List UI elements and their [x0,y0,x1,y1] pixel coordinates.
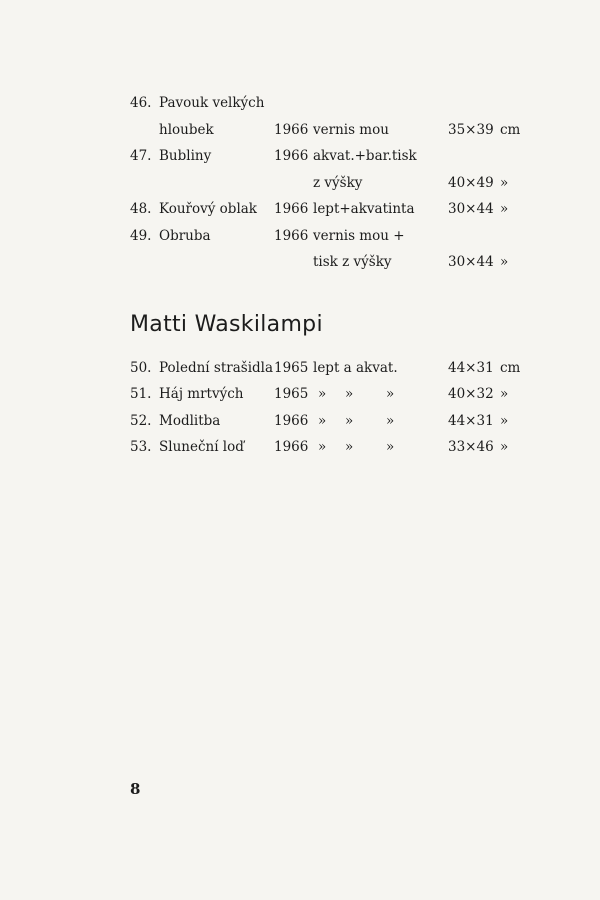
entry-size: 44×31 [448,412,494,429]
entry-unit: » [500,201,509,217]
entry-year: 1966 [274,438,309,455]
entry-size: 35×39 [448,121,494,138]
entry-title: Háj mrtvých [159,386,244,403]
entry-year: 1966 [274,201,309,217]
entry-tech: z výšky [313,174,363,191]
entry-size: 44×31 [448,360,494,376]
entry-title: Modlitba [159,412,221,429]
entry-size: 30×44 [448,201,494,217]
entry-size: 30×44 [448,254,494,270]
entry-tech: lept a akvat. [313,360,398,376]
entry-num: 47. [130,148,152,164]
entry-year: 1966 [274,148,309,164]
entry-title: Kouřový oblak [159,201,257,217]
catalog-entry [0,199,600,219]
entry-tech: akvat.+bar.tisk [313,148,417,164]
artist-heading: Matti Waskilampi [130,312,323,337]
catalog-entry [0,252,600,272]
ditto-mark: » [345,438,354,455]
entry-year: 1966 [274,227,309,244]
catalog-entry [0,358,600,378]
catalog-entry [0,173,600,193]
entry-num: 48. [130,201,152,217]
entry-year: 1965 [274,386,309,403]
ditto-mark: » [345,412,354,429]
entry-title: Pavouk velkých [159,95,265,111]
entry-year: 1966 [274,412,309,429]
entry-unit: » [500,254,509,270]
entry-title: hloubek [159,121,214,138]
catalog-entry [0,411,600,431]
entry-tech: tisk z výšky [313,254,392,270]
entry-num: 50. [130,360,152,376]
entry-title: Sluneční loď [159,438,244,455]
entry-size: 40×49 [448,174,494,191]
entry-year: 1966 [274,121,309,138]
entry-num: 46. [130,95,152,111]
entry-title: Bubliny [159,148,212,164]
entry-unit: » [500,174,509,191]
catalog-entry [0,226,600,246]
catalog-entry [0,120,600,140]
ditto-mark: » [318,386,327,403]
entry-title: Polední strašidla [159,360,274,376]
catalog-entry [0,146,600,166]
entry-unit: cm [500,121,521,138]
entry-title: Obruba [159,227,211,244]
entry-tech: vernis mou + [313,227,405,244]
entry-tech: vernis mou [313,121,389,138]
entry-unit: » [500,412,509,429]
entry-size: 33×46 [448,438,494,455]
catalog-entry [0,437,600,457]
entry-tech: lept+akvatinta [313,201,415,217]
catalog-entry [0,93,600,113]
entry-num: 49. [130,227,152,244]
entry-num: 53. [130,438,152,455]
entry-unit: cm [500,360,521,376]
entry-num: 51. [130,386,152,403]
entry-num: 52. [130,412,152,429]
entry-year: 1965 [274,360,309,376]
ditto-mark: » [386,412,395,429]
ditto-mark: » [345,386,354,403]
ditto-mark: » [386,386,395,403]
entry-unit: » [500,438,509,455]
page-number: 8 [130,780,141,798]
entry-size: 40×32 [448,386,494,403]
catalog-entry [0,384,600,404]
entry-unit: » [500,386,509,403]
ditto-mark: » [318,412,327,429]
ditto-mark: » [318,438,327,455]
ditto-mark: » [386,438,395,455]
